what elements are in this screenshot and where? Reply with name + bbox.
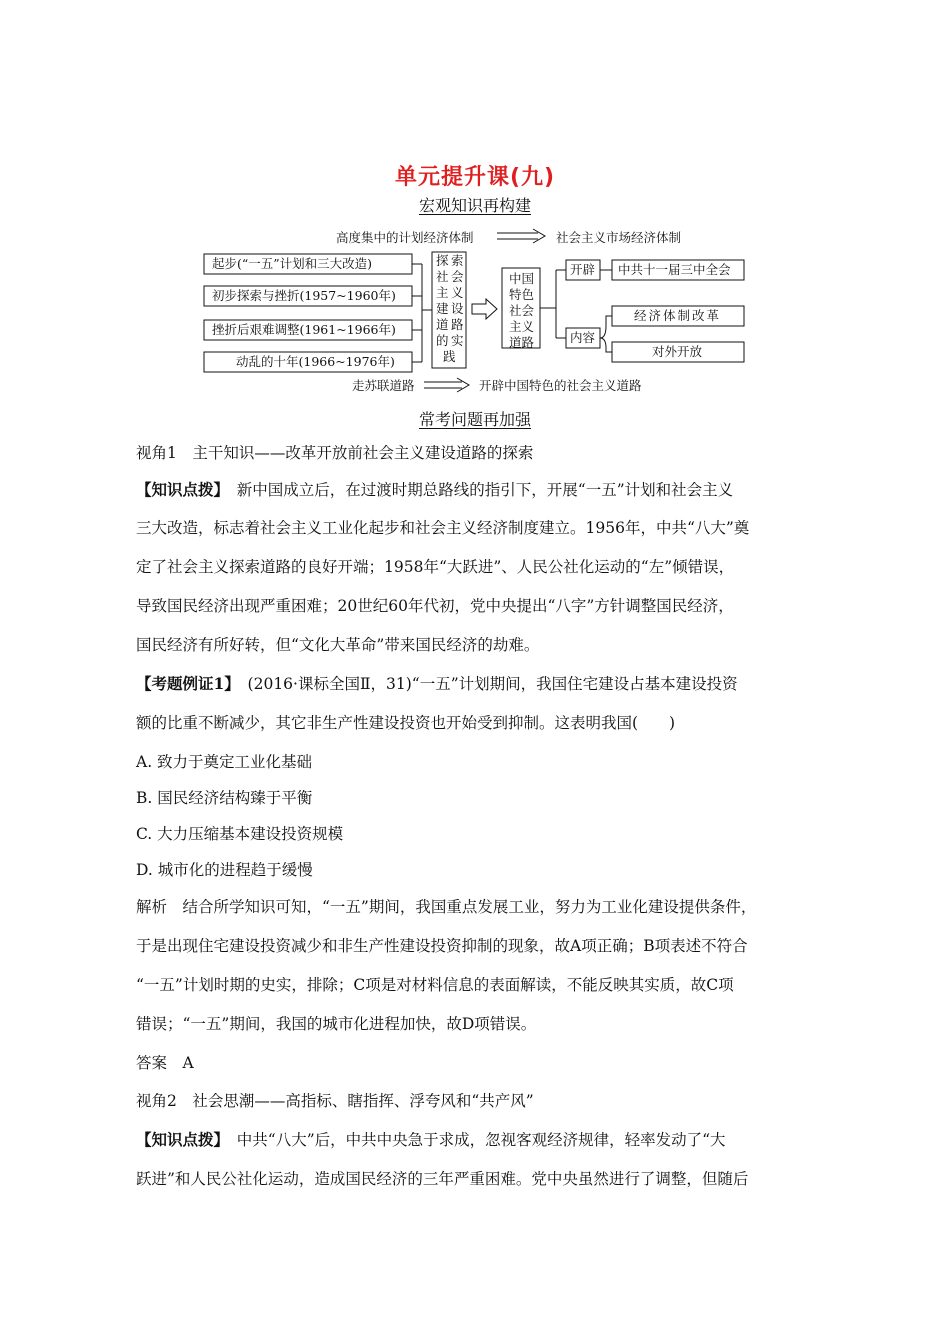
practice-char: 社	[436, 269, 449, 284]
open-label: 开辟	[570, 262, 596, 277]
tip-line: 跃进”和人民公社化运动，造成国民经济的三年严重困难。党中央虽然进行了调整，但随后	[136, 1170, 749, 1188]
diagram-bottom-right: 开辟中国特色的社会主义道路	[479, 378, 642, 393]
tip-text: 新中国成立后，在过渡时期总路线的指引下，开展“一五”计划和社会主义	[221, 481, 734, 499]
exam-example-1	[136, 674, 836, 694]
example-label: 【考题例证1】	[136, 674, 233, 693]
tip-label: 【知识点拨】	[136, 1130, 222, 1149]
stage-label: 初步探索与挫折(1957~1960年)	[212, 288, 396, 303]
section-heading-knowledge: 宏观知识再构建	[418, 196, 531, 215]
analysis-line: 错误；“一五”期间，我国的城市化进程加快，故D项错误。	[136, 1015, 537, 1033]
china-path-text: 道路	[509, 335, 535, 350]
content-item: 对外开放	[652, 344, 703, 359]
china-path-text: 特色	[509, 287, 535, 302]
example-line: 额的比重不断减少，其它非生产性建设投资也开始受到抑制。这表明我国( )	[136, 714, 676, 732]
section-heading-questions: 常考问题再加强	[418, 410, 531, 429]
practice-char: 路	[451, 317, 464, 332]
diagram-top-left: 高度集中的计划经济体制	[336, 230, 474, 245]
page-title: 单元提升课(九)	[394, 165, 556, 190]
practice-char: 索	[451, 253, 464, 268]
knowledge-diagram	[0, 0, 950, 420]
china-path-text: 社会	[509, 303, 535, 318]
branch-connector	[540, 270, 566, 338]
perspective-1-heading: 视角1 主干知识——改革开放前社会主义建设道路的探索	[136, 444, 534, 462]
practice-char: 践	[443, 349, 456, 364]
perspective-2-heading: 视角2 社会思潮——高指标、瞎指挥、浮夸风和“共产风”	[136, 1092, 534, 1110]
tip-label: 【知识点拨】	[136, 480, 222, 499]
stage-label: 起步(“一五”计划和三大改造)	[212, 256, 373, 271]
practice-char: 设	[451, 301, 464, 316]
tip-text: 中共“八大”后，中共中央急于求成，忽视客观经济规律，轻率发动了“大	[221, 1131, 726, 1149]
tip-line: 定了社会主义探索道路的良好开端；1958年“大跃进”、人民公社化运动的“左”倾错误，	[136, 558, 735, 576]
china-path-text: 中国	[509, 271, 535, 286]
practice-char: 道	[436, 317, 449, 332]
stage-connector	[412, 264, 432, 362]
answer: 答案 A	[136, 1054, 194, 1072]
practice-char: 会	[451, 269, 464, 284]
tip-line: 导致国民经济出现严重困难；20世纪60年代初，党中央提出“八字”方针调整国民经济，	[136, 597, 734, 615]
option-a: A. 致力于奠定工业化基础	[136, 753, 313, 771]
knowledge-tip-2	[136, 1130, 836, 1150]
diagram-top-right: 社会主义市场经济体制	[556, 230, 682, 245]
practice-char: 主	[436, 285, 449, 300]
practice-char: 实	[451, 333, 464, 348]
analysis-line: 于是出现住宅建设投资减少和非生产性建设投资抑制的现象，故A项正确；B项表述不符合	[136, 937, 748, 955]
content-item: 经济体制改革	[634, 308, 722, 323]
practice-char: 义	[451, 285, 464, 300]
practice-char: 建	[436, 301, 449, 316]
open-value: 中共十一届三中全会	[618, 262, 731, 277]
practice-char: 的	[436, 333, 449, 348]
analysis-line: “一五”计划时期的史实，排除；C项是对材料信息的表面解读，不能反映其实质，故C项	[136, 976, 734, 994]
knowledge-tip-1	[136, 480, 836, 500]
double-arrow-icon	[497, 229, 545, 243]
diagram-bottom-left: 走苏联道路	[352, 378, 415, 393]
content-connector	[600, 316, 612, 352]
double-arrow-icon	[424, 378, 469, 392]
tip-line: 国民经济有所好转，但“文化大革命”带来国民经济的劫难。	[136, 636, 540, 654]
tip-line: 三大改造，标志着社会主义工业化起步和社会主义经济制度建立。1956年，中共“八大”奠	[136, 519, 750, 537]
stage-label: 挫折后艰难调整(1961~1966年)	[212, 322, 396, 337]
analysis-line: 解析 结合所学知识可知，“一五”期间，我国重点发展工业，努力为工业化建设提供条件，	[136, 898, 757, 916]
content-label: 内容	[570, 330, 596, 345]
option-d: D. 城市化的进程趋于缓慢	[136, 861, 313, 879]
china-path-text: 主义	[509, 319, 535, 334]
option-c: C. 大力压缩基本建设投资规模	[136, 825, 344, 843]
option-b: B. 国民经济结构臻于平衡	[136, 789, 313, 807]
example-text: (2016·课标全国Ⅱ，31)“一五”计划期间，我国住宅建设占基本建设投资	[232, 675, 738, 693]
hollow-arrow-icon	[472, 299, 497, 319]
stage-label: 动乱的十年(1966~1976年)	[236, 354, 395, 369]
practice-char: 探	[436, 253, 449, 268]
